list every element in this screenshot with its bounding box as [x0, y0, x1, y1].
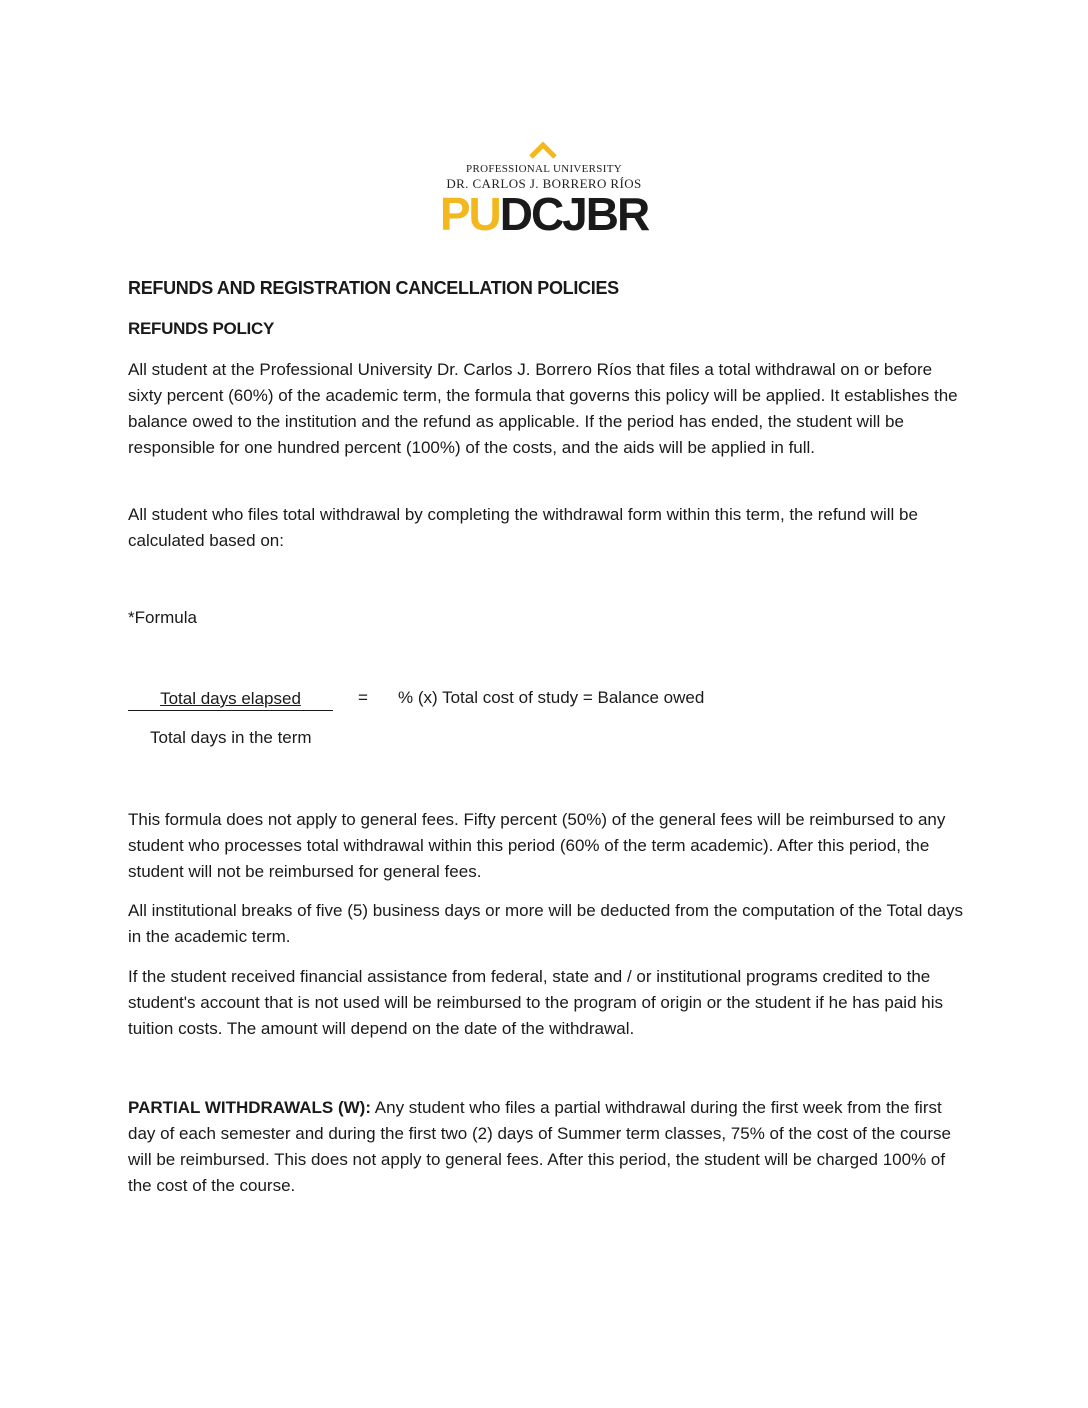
- logo-wordmark: [0, 188, 1088, 240]
- logo-university-line1: PROFESSIONAL UNIVERSITY: [466, 163, 622, 175]
- formula-label: *Formula: [128, 608, 197, 627]
- logo-university-line2: DR. CARLOS J. BORRERO RÍOS: [446, 176, 642, 191]
- section-title: REFUNDS POLICY: [128, 319, 274, 338]
- paragraph-financial-assistance: If the student received financial assistance from federal, state and / or institutional programs credited to the student's account that is not used will be reimbursed to the program of origin or the student if he has paid his tuition costs. The amount will depend on the date of the withdrawal.: [128, 967, 943, 1038]
- paragraph-general-fees: This formula does not apply to general fees. Fifty percent (50%) of the general fees will be reimbursed to any student who processes total withdrawal within this period (60% of the term academic). After this period, the student will not be reimbursed for general fees.: [128, 810, 946, 881]
- formula-denominator: Total days in the term: [150, 728, 312, 747]
- paragraph-intro: All student at the Professional University Dr. Carlos J. Borrero Ríos that files a total withdrawal on or before sixty percent (60%) of the academic term, the formula that governs this policy will be applied. It establishes the balance owed to the institution and the refund as applicable. If the period has ended, the student will be responsible for one hundred percent (100%) of the costs, and the aids will be applied in full.: [128, 360, 958, 457]
- partial-withdrawals-label: PARTIAL WITHDRAWALS (W):: [128, 1098, 371, 1117]
- logo-wordmark-rest: DCJBR: [499, 188, 649, 240]
- page-title: REFUNDS AND REGISTRATION CANCELLATION POLICIES: [128, 278, 619, 298]
- partial-withdrawals-text: Any student who files a partial withdrawal during the first week from the first day of each semester and during the first two (2) days of Summer term classes, 75% of the cost of the course will be reimbursed. This does not apply to general fees. After this period, the student will be charged 100% of the cost of the course.: [128, 1098, 951, 1195]
- formula-numerator: Total days elapsed: [128, 688, 333, 711]
- paragraph-calculation: All student who files total withdrawal by completing the withdrawal form within this term, the refund will be calculated based on:: [128, 505, 918, 550]
- formula-equals: =: [358, 688, 368, 707]
- paragraph-institutional-breaks: All institutional breaks of five (5) business days or more will be deducted from the computation of the Total days in the academic term.: [128, 901, 964, 946]
- paragraph-partial-withdrawals: [128, 1095, 968, 1199]
- formula-result: % (x) Total cost of study = Balance owed: [398, 688, 705, 707]
- logo-wordmark-accent: PU: [439, 188, 500, 240]
- logo-chevron-icon: [528, 140, 558, 160]
